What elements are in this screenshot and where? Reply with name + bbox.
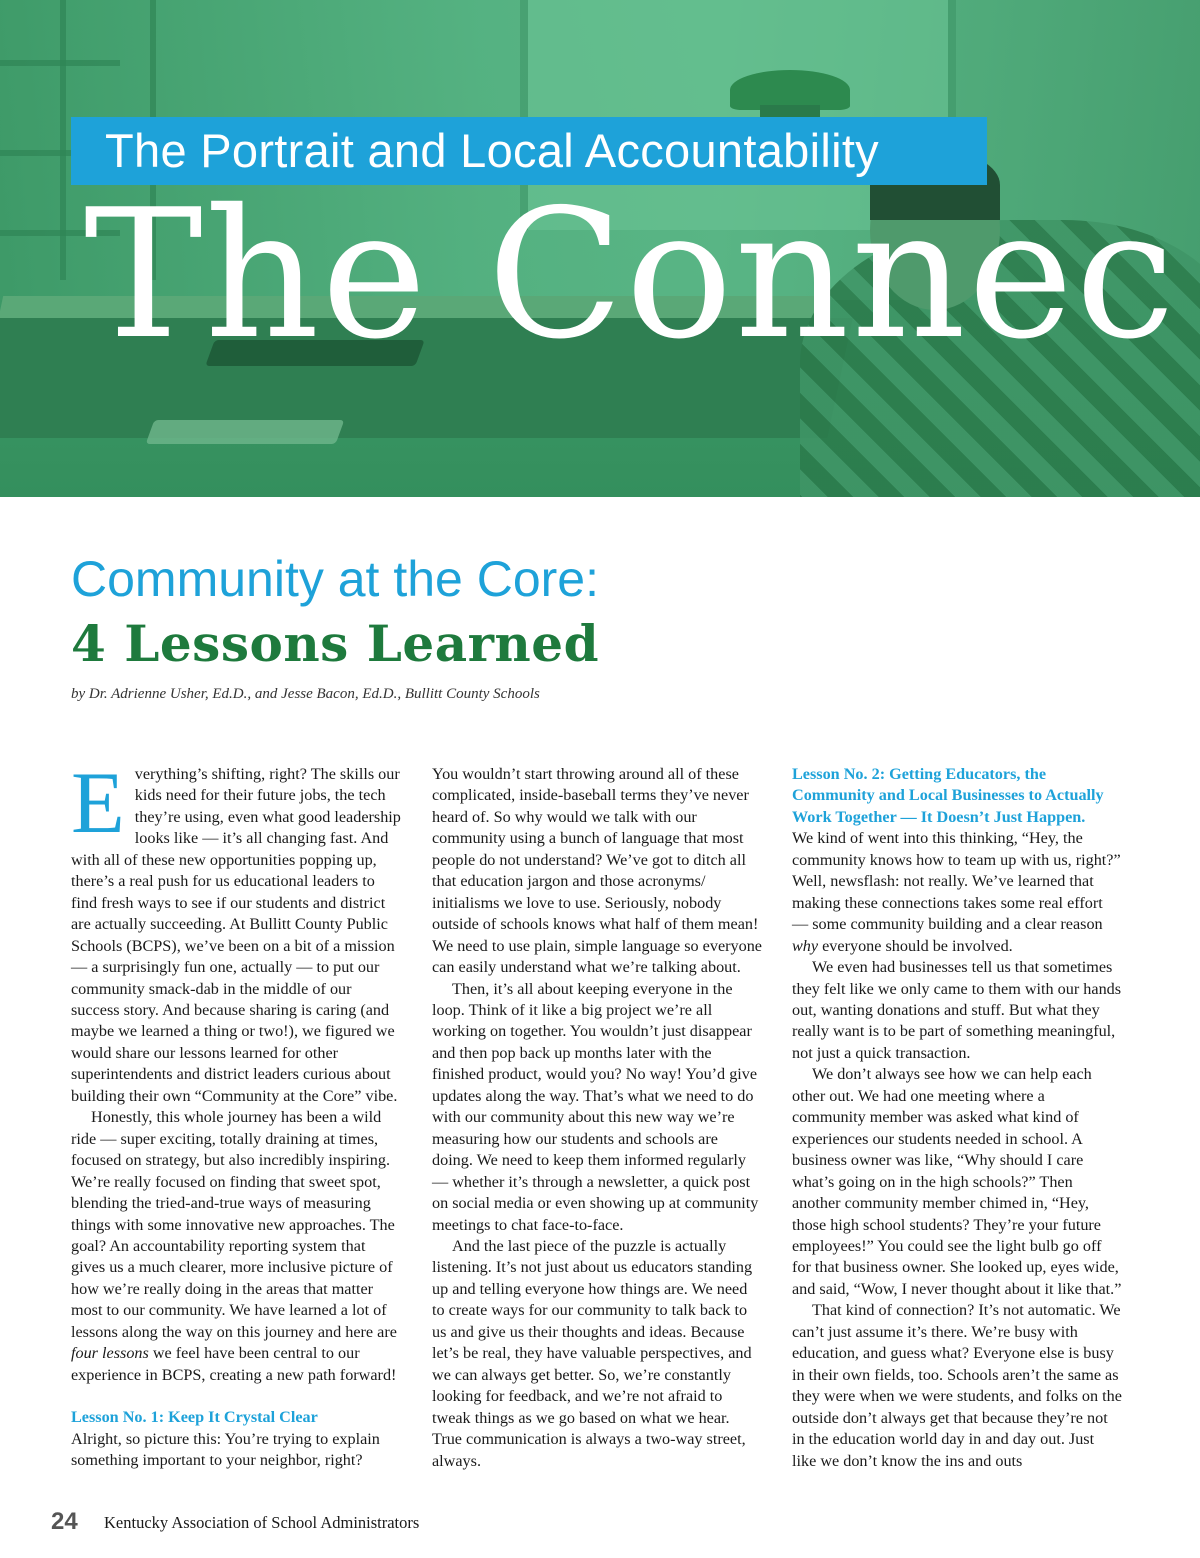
emphasis-text: four lessons — [71, 1344, 149, 1363]
column-1 — [71, 755, 401, 1472]
article-title-line1: Community at the Core: — [71, 551, 599, 607]
paragraph: Alright, so picture this: You’re trying to explain something important to your neighbor, right? — [71, 1429, 380, 1470]
paragraph-text: Honestly, this whole journey has been a wild ride — super exciting, totally draining at times, focused on strategy, but also incredibly inspiring. We’re really focused on finding that sweet spot, blending the tried-and-true ways of measuring things with some innovative new approaches. The goal? An accountability reporting system that gives us a much clearer, more inclusive picture of how we’re really doing in the areas that matter most to our community. We have learned a lot of lessons along the way on this journey and here are — [71, 1108, 397, 1341]
section-kicker: The Portrait and Local Accountability — [71, 117, 987, 185]
column-2 — [432, 764, 762, 1472]
plant — [730, 70, 850, 110]
paragraph: We even had businesses tell us that sometimes they felt like we only came to them with our hands out, wanting donations and stuff. But what they really want is to be part of something meaningful, not just a quick transaction. — [792, 958, 1122, 1062]
emphasis-text: why — [792, 936, 819, 955]
paragraph-text: We kind of went into this thinking, “Hey, the community knows how to team up with us, right?” Well, newsflash: not really. We’ve learned that making these connections takes some real effort — some community building and a clear reason — [792, 829, 1121, 934]
paragraph: You wouldn’t start throwing around all of these complicated, inside-baseball terms they’ve never heard of. So why would we talk with our community using a bunch of language that most people do not understand? We’ve got to ditch all that education jargon and those acronyms/ initialisms we love to use. Seriously, nobody outside of schools knows what half of them mean! We need to use plain, simple language so everyone can easily understand what we’re talking about. — [432, 765, 762, 977]
paragraph-text: we feel have been central to our experience in BCPS, creating a new path forward! — [71, 1344, 397, 1384]
hero-title: The Connec — [84, 180, 1177, 370]
paragraph-text: verything’s shifting, right? The skills our kids need for their future jobs, the tech they’re using, even what good leadership looks like — it’s all changing fast. And with all of these new opportunities popping up, there’s a real push for us educational leaders to find fresh ways to see if our students and district are actually succeeding. At Bullitt County Public Schools (BCPS), we’ve been on a bit of a mission — a surprisingly fun one, actually — to put our community smack-dab in the middle of our success story. And because sharing is caring (and maybe we learned a thing or two!), we figured we would share our lessons learned for other superintendents and district leaders curious about building their own “Community at the Core” vibe. — [71, 765, 401, 1105]
paragraph: That kind of connection? It’s not automatic. We can’t just assume it’s there. We’re busy with education, and guess what? Everyone else is busy in their own fields, too. Schools aren’t the same as they were when we were students, and folks on the outside don’t always get that because they’re not in the education world day in and day out. Just like we don’t know the ins and outs — [792, 1301, 1122, 1470]
page-number: 24 — [51, 1508, 78, 1535]
shelf-post — [60, 0, 66, 280]
lesson-2-heading: Lesson No. 2: Getting Educators, the Community and Local Businesses to Actually Work Together — It Doesn’t Just Happen. — [792, 765, 1104, 826]
paragraph — [71, 755, 401, 1107]
paragraph — [71, 1107, 401, 1386]
column-3 — [792, 764, 1122, 1472]
publication-name: Kentucky Association of School Administrators — [104, 1513, 420, 1532]
paragraph-text: everyone should be involved. — [818, 936, 1013, 955]
paragraph — [792, 828, 1122, 957]
paragraph: And the last piece of the puzzle is actually listening. It’s not just about us educators standing up and telling everyone how things are. We need to create ways for our community to talk back to us and give us their thoughts and ideas. Because let’s be real, they have valuable perspectives, and we can always get better. So, we’re constantly looking for feedback, and we’re not afraid to tweak things as we go based on what we hear. True communication is always a two-way street, always. — [432, 1236, 753, 1470]
paragraph: We don’t always see how we can help each other out. We had one meeting where a community member was asked what kind of experiences our students needed in school. A business owner was like, “Why should I care what’s going on in the high schools?” Then another community member chimed in, “Hey, those high school students? They’re your future employees!” You could see the light bulb go off for that business owner. She looked up, eyes wide, and said, “Wow, I never thought about it like that.” — [792, 1065, 1122, 1298]
article-title-line2: 4 Lessons Learned — [71, 614, 600, 673]
shelf-board — [0, 60, 120, 66]
lesson-1-heading: Lesson No. 1: Keep It Crystal Clear — [71, 1408, 318, 1427]
drop-cap: E — [71, 755, 125, 852]
tablet — [146, 420, 345, 444]
byline: by Dr. Adrienne Usher, Ed.D., and Jesse Bacon, Ed.D., Bullitt County Schools — [71, 686, 540, 702]
paragraph: Then, it’s all about keeping everyone in the loop. Think of it like a big project we’re all working on together. You wouldn’t just disappear and then pop back up months later with the finished product, would you? No way! You’d give updates along the way. That’s what we need to do with our community about this new way we’re measuring how our students and schools are doing. We need to keep them informed regularly — whether it’s through a newsletter, a quick post on social media or even showing up at community meetings to chat face-to-face. — [432, 979, 759, 1234]
hero-banner — [0, 0, 1200, 497]
